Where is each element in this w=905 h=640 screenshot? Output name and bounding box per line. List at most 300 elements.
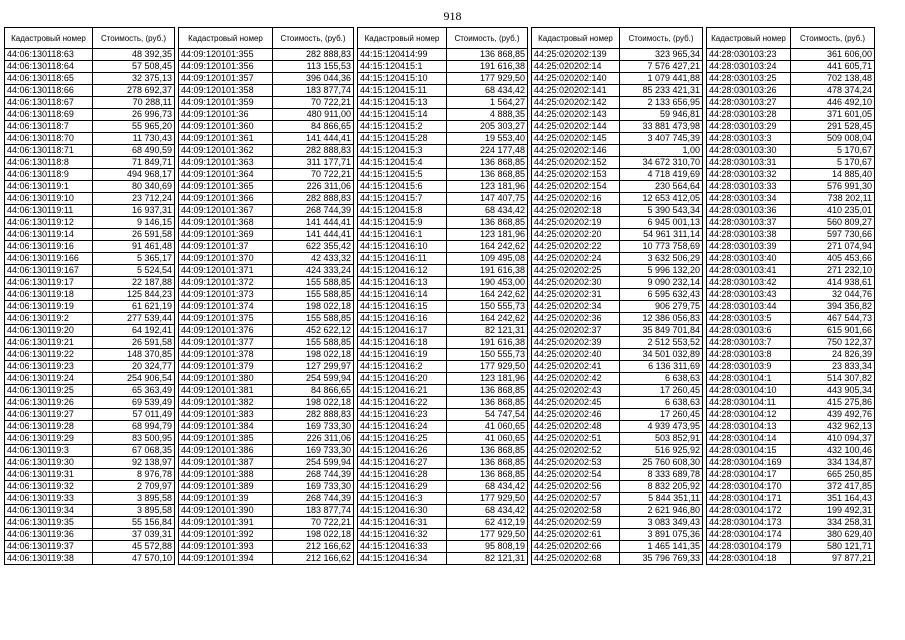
- cost-cell: 183 877,74: [273, 85, 354, 97]
- cost-cell: 311 177,71: [273, 157, 354, 169]
- table-row: [179, 145, 354, 157]
- table-row: [532, 61, 703, 73]
- table-row: [532, 97, 703, 109]
- cost-cell: 65 363,49: [93, 385, 175, 397]
- cadastral-number-cell: 44:28:030104:10: [707, 385, 791, 397]
- cost-cell: 25 760 608,30: [620, 457, 703, 469]
- cadastral-number-cell: 44:28:030104:11: [707, 397, 791, 409]
- table-row: [358, 553, 528, 565]
- table-row: [5, 409, 175, 421]
- table-row: [532, 241, 703, 253]
- cadastral-number-cell: 44:09:120101:39: [179, 493, 273, 505]
- table-row: [532, 457, 703, 469]
- table-row: [5, 445, 175, 457]
- cost-cell: 26 591,58: [93, 229, 175, 241]
- table-row: [358, 505, 528, 517]
- table-row: [358, 469, 528, 481]
- cadastral-number-cell: 44:09:120101:357: [179, 73, 273, 85]
- cadastral-number-cell: 44:15:120416:14: [358, 289, 447, 301]
- cadastral-number-cell: 44:15:120416:31: [358, 517, 447, 529]
- table-row: [179, 349, 354, 361]
- cost-cell: 57 011,49: [93, 409, 175, 421]
- cadastral-number-cell: 44:06:130119:1: [5, 181, 93, 193]
- cadastral-number-cell: 44:06:130119:34: [5, 505, 93, 517]
- cadastral-number-cell: 44:09:120101:359: [179, 97, 273, 109]
- cost-cell: 441 605,71: [791, 61, 875, 73]
- cost-cell: 254 599,94: [273, 457, 354, 469]
- header-cost: Стоимость, (руб.): [791, 28, 875, 49]
- table-row: [358, 121, 528, 133]
- cadastral-number-cell: 44:25:020202:16: [532, 193, 620, 205]
- table-row: [179, 217, 354, 229]
- cadastral-number-cell: 44:06:130119:38: [5, 553, 93, 565]
- cost-cell: 4 888,35: [447, 109, 528, 121]
- cadastral-number-cell: 44:25:020202:153: [532, 169, 620, 181]
- cost-cell: 230 564,64: [620, 181, 703, 193]
- table-row: [358, 301, 528, 313]
- table-row: [358, 397, 528, 409]
- table-row: [5, 253, 175, 265]
- table-row: [179, 421, 354, 433]
- cadastral-number-cell: 44:15:120416:2: [358, 361, 447, 373]
- cost-cell: 62 412,19: [447, 517, 528, 529]
- cost-cell: 57 508,45: [93, 61, 175, 73]
- cost-cell: 702 138,48: [791, 73, 875, 85]
- cadastral-number-cell: 44:09:120101:389: [179, 481, 273, 493]
- cost-cell: 396 044,36: [273, 73, 354, 85]
- cost-cell: 123 181,96: [447, 373, 528, 385]
- table-row: [358, 253, 528, 265]
- cost-cell: 9 090 232,14: [620, 277, 703, 289]
- cadastral-number-cell: 44:09:120101:36: [179, 109, 273, 121]
- cost-cell: 224 177,48: [447, 145, 528, 157]
- cadastral-number-cell: 44:06:130119:35: [5, 517, 93, 529]
- cost-cell: 467 544,73: [791, 313, 875, 325]
- table-row: [707, 349, 875, 361]
- cadastral-number-cell: 44:15:120415:3: [358, 145, 447, 157]
- cost-cell: 136 868,85: [447, 445, 528, 457]
- table-row: [532, 85, 703, 97]
- table-row: [707, 301, 875, 313]
- cadastral-number-cell: 44:25:020202:152: [532, 157, 620, 169]
- cost-cell: 5 996 132,20: [620, 265, 703, 277]
- cadastral-number-cell: 44:15:120415:7: [358, 193, 447, 205]
- table-row: [532, 433, 703, 445]
- cadastral-number-cell: 44:25:020202:30: [532, 277, 620, 289]
- table-row: [707, 481, 875, 493]
- cost-cell: 23 833,34: [791, 361, 875, 373]
- table-row: [532, 73, 703, 85]
- table-row: [707, 289, 875, 301]
- table-row: [358, 73, 528, 85]
- table-row: [707, 517, 875, 529]
- cadastral-number-cell: 44:06:130118:9: [5, 169, 93, 181]
- table-row: [5, 217, 175, 229]
- cadastral-number-cell: 44:25:020202:143: [532, 109, 620, 121]
- cadastral-number-cell: 44:28:030103:5: [707, 313, 791, 325]
- table-row: [358, 229, 528, 241]
- table-row: [707, 469, 875, 481]
- cadastral-number-cell: 44:15:120416:3: [358, 493, 447, 505]
- table-row: [179, 553, 354, 565]
- cost-cell: 405 453,66: [791, 253, 875, 265]
- cadastral-number-cell: 44:25:020202:20: [532, 229, 620, 241]
- cost-cell: 452 622,12: [273, 325, 354, 337]
- cadastral-number-cell: 44:28:030103:38: [707, 229, 791, 241]
- cadastral-number-cell: 44:28:030104:18: [707, 553, 791, 565]
- table-row: [358, 517, 528, 529]
- cadastral-number-cell: 44:15:120416:11: [358, 253, 447, 265]
- table-row: [707, 337, 875, 349]
- table-row: [358, 85, 528, 97]
- table-row: [5, 433, 175, 445]
- cost-cell: 351 164,43: [791, 493, 875, 505]
- cost-cell: 70 722,21: [273, 517, 354, 529]
- cost-cell: 10 773 758,69: [620, 241, 703, 253]
- table-row: [532, 193, 703, 205]
- cost-cell: 198 022,18: [273, 349, 354, 361]
- cost-cell: 136 868,85: [447, 169, 528, 181]
- cost-cell: 432 100,46: [791, 445, 875, 457]
- cadastral-number-cell: 44:06:130118:64: [5, 61, 93, 73]
- cost-cell: 2 512 553,52: [620, 337, 703, 349]
- table-row: [532, 157, 703, 169]
- cost-cell: 97 877,21: [791, 553, 875, 565]
- table-row: [532, 505, 703, 517]
- table-row: [707, 97, 875, 109]
- cost-cell: 26 996,73: [93, 109, 175, 121]
- cost-cell: 597 730,66: [791, 229, 875, 241]
- table-row: [358, 385, 528, 397]
- cost-cell: 278 692,37: [93, 85, 175, 97]
- cost-cell: 906 279,75: [620, 301, 703, 313]
- cost-cell: 6 638,63: [620, 373, 703, 385]
- cadastral-number-cell: 44:09:120101:37: [179, 241, 273, 253]
- table-row: [707, 217, 875, 229]
- table-row: [532, 229, 703, 241]
- cadastral-number-cell: 44:09:120101:379: [179, 361, 273, 373]
- cost-cell: 6 136 311,69: [620, 361, 703, 373]
- cost-cell: 136 868,85: [447, 385, 528, 397]
- cost-cell: 35 796 769,33: [620, 553, 703, 565]
- cadastral-table-4: [531, 27, 703, 565]
- cadastral-number-cell: 44:28:030104:14: [707, 433, 791, 445]
- cost-cell: 16 937,31: [93, 205, 175, 217]
- cadastral-number-cell: 44:06:130119:3: [5, 445, 93, 457]
- table-row: [532, 301, 703, 313]
- cadastral-number-cell: 44:28:030103:39: [707, 241, 791, 253]
- cost-cell: 198 022,18: [273, 301, 354, 313]
- header-row: [179, 28, 354, 49]
- table-row: [5, 61, 175, 73]
- table-row: [5, 361, 175, 373]
- cadastral-number-cell: 44:15:120416:26: [358, 445, 447, 457]
- table-row: [5, 73, 175, 85]
- table-row: [707, 157, 875, 169]
- table-row: [5, 181, 175, 193]
- cost-cell: 446 492,10: [791, 97, 875, 109]
- cost-cell: 68 490,59: [93, 145, 175, 157]
- table-row: [532, 217, 703, 229]
- table-row: [5, 277, 175, 289]
- table-row: [5, 505, 175, 517]
- cadastral-number-cell: 44:06:130119:37: [5, 541, 93, 553]
- cost-cell: 3 632 506,29: [620, 253, 703, 265]
- cadastral-number-cell: 44:06:130119:24: [5, 373, 93, 385]
- table-row: [532, 481, 703, 493]
- cadastral-number-cell: 44:28:030103:36: [707, 205, 791, 217]
- cost-cell: 268 744,39: [273, 493, 354, 505]
- table-row: [5, 337, 175, 349]
- cadastral-number-cell: 44:09:120101:380: [179, 373, 273, 385]
- table-row: [179, 457, 354, 469]
- cost-cell: 177 929,50: [447, 73, 528, 85]
- header-cadastral-number: Кадастровый номер: [5, 28, 93, 49]
- cadastral-number-cell: 44:15:120416:18: [358, 337, 447, 349]
- cost-cell: 68 434,42: [447, 505, 528, 517]
- cost-cell: 83 500,95: [93, 433, 175, 445]
- cadastral-number-cell: 44:06:130118:70: [5, 133, 93, 145]
- table-row: [5, 157, 175, 169]
- table-row: [707, 421, 875, 433]
- cost-cell: 84 866,65: [273, 121, 354, 133]
- cadastral-number-cell: 44:28:030103:30: [707, 145, 791, 157]
- table-row: [5, 121, 175, 133]
- cost-cell: 136 868,85: [447, 457, 528, 469]
- cadastral-number-cell: 44:15:120415:11: [358, 85, 447, 97]
- table-row: [358, 133, 528, 145]
- cadastral-number-cell: 44:28:030104:170: [707, 481, 791, 493]
- cadastral-number-cell: 44:06:130119:29: [5, 433, 93, 445]
- table-row: [358, 145, 528, 157]
- cadastral-number-cell: 44:15:120415:2: [358, 121, 447, 133]
- cost-cell: 415 275,86: [791, 397, 875, 409]
- cost-cell: 59 946,81: [620, 109, 703, 121]
- cost-cell: 494 968,17: [93, 169, 175, 181]
- table-row: [532, 181, 703, 193]
- cadastral-number-cell: 44:09:120101:374: [179, 301, 273, 313]
- cost-cell: 177 929,50: [447, 493, 528, 505]
- cadastral-number-cell: 44:09:120101:386: [179, 445, 273, 457]
- table-row: [179, 49, 354, 61]
- cadastral-number-cell: 44:06:130119:10: [5, 193, 93, 205]
- cadastral-number-cell: 44:06:130119:11: [5, 205, 93, 217]
- cadastral-number-cell: 44:28:030103:8: [707, 349, 791, 361]
- cost-cell: 198 022,18: [273, 397, 354, 409]
- header-cadastral-number: Кадастровый номер: [532, 28, 620, 49]
- cadastral-number-cell: 44:09:120101:360: [179, 121, 273, 133]
- cadastral-number-cell: 44:06:130119:32: [5, 481, 93, 493]
- cost-cell: 5 390 543,34: [620, 205, 703, 217]
- cadastral-number-cell: 44:15:120416:24: [358, 421, 447, 433]
- cadastral-number-cell: 44:28:030103:29: [707, 121, 791, 133]
- table-row: [179, 445, 354, 457]
- cadastral-number-cell: 44:06:130119:36: [5, 529, 93, 541]
- cadastral-number-cell: 44:25:020202:141: [532, 85, 620, 97]
- cost-cell: 665 250,85: [791, 469, 875, 481]
- cadastral-number-cell: 44:28:030103:6: [707, 325, 791, 337]
- cadastral-number-cell: 44:25:020202:19: [532, 217, 620, 229]
- cadastral-number-cell: 44:15:120416:28: [358, 469, 447, 481]
- cost-cell: 8 333 689,78: [620, 469, 703, 481]
- table-row: [179, 289, 354, 301]
- cost-cell: 6 595 632,43: [620, 289, 703, 301]
- cadastral-number-cell: 44:28:030104:169: [707, 457, 791, 469]
- cadastral-number-cell: 44:06:130119:18: [5, 289, 93, 301]
- cadastral-table-1: [4, 27, 175, 565]
- table-row: [532, 529, 703, 541]
- cost-cell: 80 340,69: [93, 181, 175, 193]
- cadastral-number-cell: 44:09:120101:355: [179, 49, 273, 61]
- cost-cell: 443 905,34: [791, 385, 875, 397]
- cost-cell: 7 576 427,21: [620, 61, 703, 73]
- cost-cell: 212 166,62: [273, 541, 354, 553]
- cost-cell: 150 555,73: [447, 349, 528, 361]
- cost-cell: 34 672 310,70: [620, 157, 703, 169]
- table-row: [179, 481, 354, 493]
- cadastral-number-cell: 44:09:120101:358: [179, 85, 273, 97]
- table-row: [532, 445, 703, 457]
- cadastral-number-cell: 44:06:130119:20: [5, 325, 93, 337]
- cost-cell: 268 744,39: [273, 469, 354, 481]
- table-row: [179, 493, 354, 505]
- cost-cell: 22 187,88: [93, 277, 175, 289]
- table-row: [358, 97, 528, 109]
- cadastral-number-cell: 44:06:130119:31: [5, 469, 93, 481]
- cadastral-number-cell: 44:28:030104:17: [707, 469, 791, 481]
- cost-cell: 424 333,24: [273, 265, 354, 277]
- cost-cell: 141 444,41: [273, 229, 354, 241]
- table-row: [5, 289, 175, 301]
- cost-cell: 1 079 441,88: [620, 73, 703, 85]
- header-cadastral-number: Кадастровый номер: [179, 28, 273, 49]
- table-row: [358, 325, 528, 337]
- table-row: [179, 373, 354, 385]
- cadastral-number-cell: 44:25:020202:25: [532, 265, 620, 277]
- cadastral-number-cell: 44:15:120415:4: [358, 157, 447, 169]
- cost-cell: 35 849 701,84: [620, 325, 703, 337]
- cadastral-number-cell: 44:25:020202:37: [532, 325, 620, 337]
- table-row: [358, 433, 528, 445]
- cost-cell: 6 638,63: [620, 397, 703, 409]
- table-row: [707, 541, 875, 553]
- cost-cell: 6 945 001,13: [620, 217, 703, 229]
- cost-cell: 615 901,66: [791, 325, 875, 337]
- table-row: [532, 109, 703, 121]
- cadastral-number-cell: 44:28:030103:24: [707, 61, 791, 73]
- cost-cell: 71 849,71: [93, 157, 175, 169]
- table-row: [532, 397, 703, 409]
- cost-cell: 738 202,11: [791, 193, 875, 205]
- cost-cell: 37 039,31: [93, 529, 175, 541]
- table-row: [5, 265, 175, 277]
- table-row: [179, 205, 354, 217]
- cadastral-table-5: [706, 27, 875, 565]
- cost-cell: 45 572,88: [93, 541, 175, 553]
- cost-cell: 33 881 473,98: [620, 121, 703, 133]
- table-row: [179, 85, 354, 97]
- table-row: [5, 469, 175, 481]
- cost-cell: 54 747,54: [447, 409, 528, 421]
- table-row: [532, 265, 703, 277]
- table-row: [179, 265, 354, 277]
- cadastral-number-cell: 44:25:020202:56: [532, 481, 620, 493]
- cost-cell: 282 888,83: [273, 409, 354, 421]
- table-row: [179, 361, 354, 373]
- cadastral-number-cell: 44:25:020202:24: [532, 253, 620, 265]
- table-row: [179, 121, 354, 133]
- table-row: [707, 313, 875, 325]
- cadastral-number-cell: 44:09:120101:392: [179, 529, 273, 541]
- header-cadastral-number: Кадастровый номер: [707, 28, 791, 49]
- cost-cell: 5 524,54: [93, 265, 175, 277]
- cadastral-number-cell: 44:06:130118:66: [5, 85, 93, 97]
- cost-cell: 136 868,85: [447, 49, 528, 61]
- cadastral-number-cell: 44:09:120101:394: [179, 553, 273, 565]
- cadastral-number-cell: 44:25:020202:144: [532, 121, 620, 133]
- table-row: [5, 97, 175, 109]
- cadastral-number-cell: 44:09:120101:391: [179, 517, 273, 529]
- cadastral-number-cell: 44:15:120416:15: [358, 301, 447, 313]
- cost-cell: 68 434,42: [447, 85, 528, 97]
- cost-cell: 580 121,71: [791, 541, 875, 553]
- cadastral-number-cell: 44:09:120101:368: [179, 217, 273, 229]
- cadastral-number-cell: 44:09:120101:387: [179, 457, 273, 469]
- cost-cell: 32 375,13: [93, 73, 175, 85]
- cost-cell: 164 242,62: [447, 313, 528, 325]
- cadastral-number-cell: 44:15:120416:32: [358, 529, 447, 541]
- cost-cell: 42 433,32: [273, 253, 354, 265]
- table-row: [358, 349, 528, 361]
- cost-cell: 282 888,83: [273, 193, 354, 205]
- cost-cell: 2 709,97: [93, 481, 175, 493]
- cost-cell: 155 588,85: [273, 289, 354, 301]
- cost-cell: 3 895,58: [93, 493, 175, 505]
- header-row: [707, 28, 875, 49]
- cadastral-number-cell: 44:25:020202:142: [532, 97, 620, 109]
- cost-cell: 3 083 349,43: [620, 517, 703, 529]
- cadastral-number-cell: 44:25:020202:31: [532, 289, 620, 301]
- cadastral-number-cell: 44:09:120101:370: [179, 253, 273, 265]
- cost-cell: 560 809,27: [791, 217, 875, 229]
- cadastral-number-cell: 44:28:030104:12: [707, 409, 791, 421]
- table-row: [707, 49, 875, 61]
- cadastral-number-cell: 44:25:020202:46: [532, 409, 620, 421]
- cadastral-number-cell: 44:15:120415:28: [358, 133, 447, 145]
- table-row: [179, 517, 354, 529]
- table-row: [707, 445, 875, 457]
- cost-cell: 55 965,20: [93, 121, 175, 133]
- cadastral-number-cell: 44:15:120415:1: [358, 61, 447, 73]
- cadastral-number-cell: 44:09:120101:373: [179, 289, 273, 301]
- cadastral-number-cell: 44:25:020202:53: [532, 457, 620, 469]
- table-row: [179, 181, 354, 193]
- table-row: [5, 109, 175, 121]
- cadastral-number-cell: 44:28:030103:27: [707, 97, 791, 109]
- table-row: [707, 145, 875, 157]
- cost-cell: 17 260,45: [620, 385, 703, 397]
- cadastral-number-cell: 44:09:120101:362: [179, 145, 273, 157]
- table-row: [5, 553, 175, 565]
- cadastral-number-cell: 44:09:120101:385: [179, 433, 273, 445]
- cadastral-number-cell: 44:09:120101:361: [179, 133, 273, 145]
- cadastral-number-cell: 44:09:120101:369: [179, 229, 273, 241]
- cost-cell: 509 008,04: [791, 133, 875, 145]
- cadastral-number-cell: 44:15:120416:23: [358, 409, 447, 421]
- cadastral-number-cell: 44:25:020202:45: [532, 397, 620, 409]
- table-row: [5, 481, 175, 493]
- table-row: [5, 301, 175, 313]
